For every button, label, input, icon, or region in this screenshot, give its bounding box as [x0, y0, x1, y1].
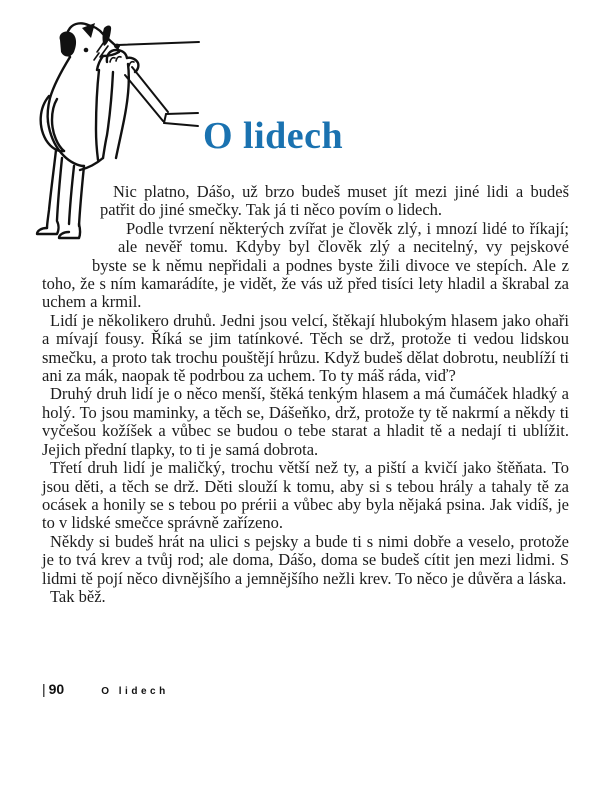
paragraph: Druhý druh lidí je o něco menší, štěká tenkým hlasem a má čumáček hladký a holý. To jsou maminky, a těch se, Dášeňko, drž, protože ty tě nakrmí a někdy ti vyčešou kožíšek a vůbec se budou o tebe starat a hladit tě a nedají ti ublížit. Jejich přední tlapky, to ti je samá dobrota.: [42, 384, 569, 459]
page-number: 90: [48, 681, 65, 697]
wrap-spacer: [42, 238, 118, 256]
page-title: O lidech: [203, 115, 344, 157]
body-text: [42, 183, 569, 606]
running-chapter-title: O lidech: [101, 686, 169, 697]
paragraph: Tak běž.: [50, 586, 106, 606]
wrap-spacer: [42, 183, 105, 201]
paragraph: Třetí druh lidí je maličký, trochu větší než ty, a piští a kvičí jako štěňata. To jsou děti, a těch se drž. Děti slouží k tomu, aby si s tebou hrály a tahaly tě za ocásek a honily se s tebou po prérii a vůbec aby byla nějaká psina. Jak vidíš, je to v lidské smečce správně zařízeno.: [42, 458, 569, 533]
paragraph: Lidí je několikero druhů. Jedni jsou velcí, štěkají hlubokým hlasem jako ohaři a mívají fousy. Říká se jim tatínkové. Těch se drž, protože ti vedou lidskou smečku, a proto tak trochu pouštějí hrůzu. Když budeš dělat dobrotu, neublíží ti ani za mák, naopak tě podrbou za uchem. To ty máš ráda, viď?: [42, 310, 569, 386]
wrap-spacer: [42, 257, 92, 275]
wrap-spacer: [42, 220, 100, 238]
page-footer: [42, 681, 169, 697]
paragraph: Nic platno, Dášo, už brzo budeš muset jít mezi jiné lidi a budeš patřit do jiné smečky. Tak já ti něco povím o lidech.: [100, 182, 569, 220]
footer-divider: |: [42, 681, 46, 697]
paragraph: Podle tvrzení některých zvířat je člověk zlý, i mnozí lidé to říkají; ale nevěř tomu. Kdyby byl člověk zlý a necitelný, vy pejskové byste se k němu nepřidali a podnes byste žili divoce ve stepích. Ale z toho, že s ním kamarádíte, je vidět, že vás už před tisíci lety hladil a škrabal za uchem a krmil.: [42, 218, 569, 312]
paragraph: Někdy si budeš hrát na ulici s pejsky a bude ti s nimi dobře a veselo, protože je to tvá krev a tvůj rod; ale doma, Dášo, doma se budeš cítit jen mezi lidmi. S lidmi tě pojí něco divnějšího a jemnějšího nežli krev. To něco je důvěra a láska.: [42, 531, 569, 588]
wrap-spacer: [42, 201, 95, 219]
